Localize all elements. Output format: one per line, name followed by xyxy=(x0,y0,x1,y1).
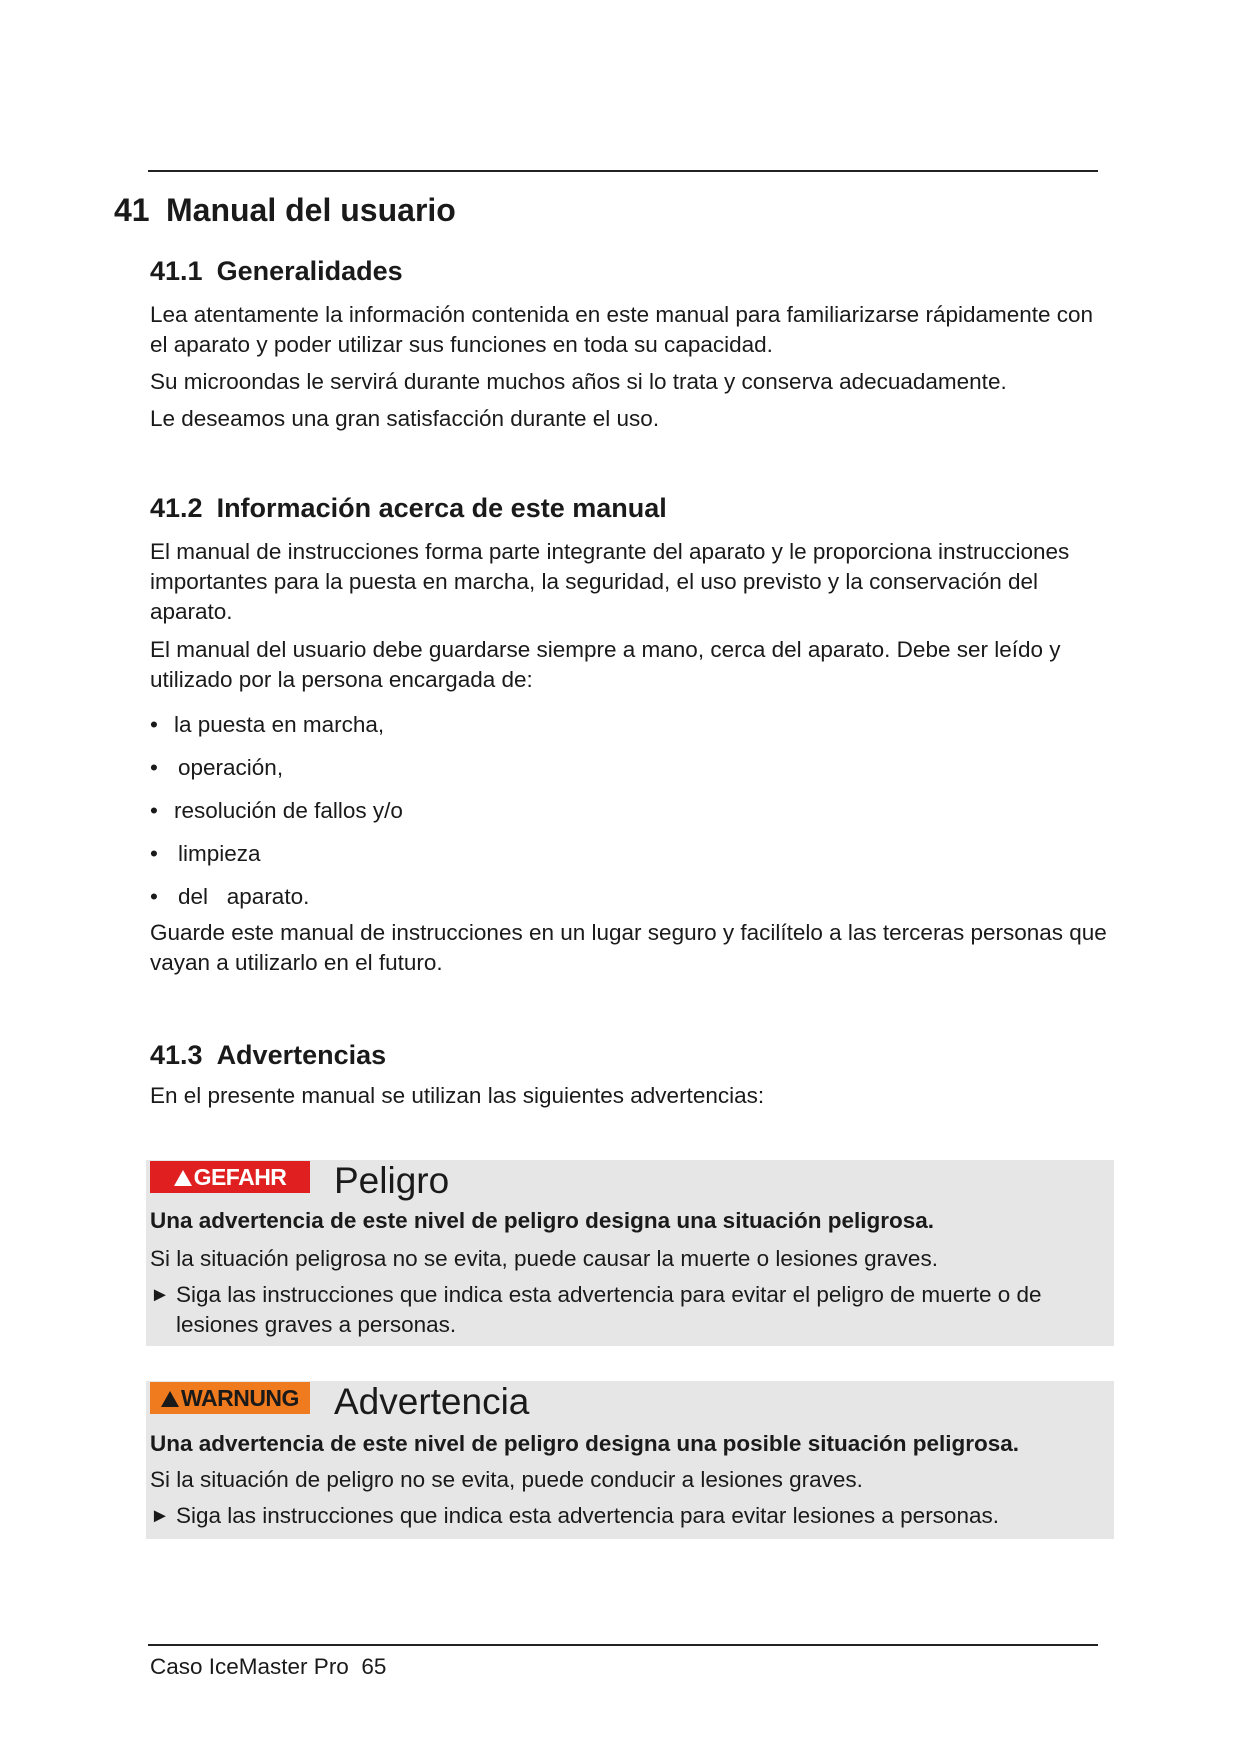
section-heading-advertencias: 41.3 Advertencias xyxy=(150,1040,387,1070)
bullet-list xyxy=(150,710,403,925)
danger-badge: GEFAHR xyxy=(150,1161,310,1193)
footer-rule xyxy=(148,1644,1098,1646)
warning-triangle-icon xyxy=(174,1170,192,1186)
paragraph: Le deseamos una gran satisfacción durante el uso. xyxy=(150,406,660,431)
footer xyxy=(150,1654,386,1680)
warning-text: Si la situación peligrosa no se evita, puede causar la muerte o lesiones graves. xyxy=(150,1246,938,1271)
page-number: 65 xyxy=(361,1654,387,1679)
warning-title: Peligro xyxy=(334,1160,450,1201)
paragraph: En el presente manual se utilizan las siguientes advertencias: xyxy=(150,1083,765,1108)
section-heading-generalidades: 41.1 Generalidades xyxy=(150,256,403,286)
paragraph: Lea atentamente la información contenida en este manual para familiarizarse rápidamente con el aparato y poder utilizar sus funciones en toda su capacidad. xyxy=(150,302,1094,357)
paragraph: El manual de instrucciones forma parte integrante del aparato y le proporciona instrucciones importantes para la puesta en marcha, la seguridad, el uso previsto y la conservación del aparato. xyxy=(150,539,1070,624)
list-item: • operación, xyxy=(150,753,403,796)
paragraph: Guarde este manual de instrucciones en un lugar seguro y facilítelo a las terceras personas que vayan a utilizarlo en el futuro. xyxy=(150,920,1107,975)
paragraph: El manual del usuario debe guardarse siempre a mano, cerca del aparato. Debe ser leído y utilizado por la persona encargada de: xyxy=(150,637,1061,692)
warning-action: ► Siga las instrucciones que indica esta advertencia para evitar lesiones a personas. xyxy=(150,1501,1126,1531)
warning-badge: WARNUNG xyxy=(150,1382,310,1414)
action-arrow-icon: ► xyxy=(150,1284,170,1306)
chapter-title: Manual del usuario xyxy=(166,192,456,228)
list-item: • del aparato. xyxy=(150,882,403,925)
warning-title: Advertencia xyxy=(334,1381,530,1422)
warning-text: Si la situación de peligro no se evita, puede conducir a lesiones graves. xyxy=(150,1467,863,1492)
chapter-number: 41 xyxy=(114,192,150,228)
list-item: • la puesta en marcha, xyxy=(150,710,403,753)
action-arrow-icon: ► xyxy=(150,1505,170,1527)
list-item: • limpieza xyxy=(150,839,403,882)
list-item: • resolución de fallos y/o xyxy=(150,796,403,839)
paragraph: Su microondas le servirá durante muchos años si lo trata y conserva adecuadamente. xyxy=(150,369,1007,394)
header-rule xyxy=(148,170,1098,172)
section-heading-informacion: 41.2 Información acerca de este manual xyxy=(150,493,667,523)
warning-triangle-icon xyxy=(161,1391,179,1407)
footer-product: Caso IceMaster Pro xyxy=(150,1654,349,1679)
warning-box xyxy=(146,1381,1114,1539)
warning-lead: Una advertencia de este nivel de peligro designa una situación peligrosa. xyxy=(150,1208,934,1233)
chapter-heading xyxy=(114,192,456,229)
warning-lead: Una advertencia de este nivel de peligro designa una posible situación peligrosa. xyxy=(150,1431,1019,1456)
danger-warning-box xyxy=(146,1160,1114,1346)
warning-action: ► Siga las instrucciones que indica esta advertencia para evitar el peligro de muerte o de lesiones graves a personas. xyxy=(150,1282,1042,1337)
